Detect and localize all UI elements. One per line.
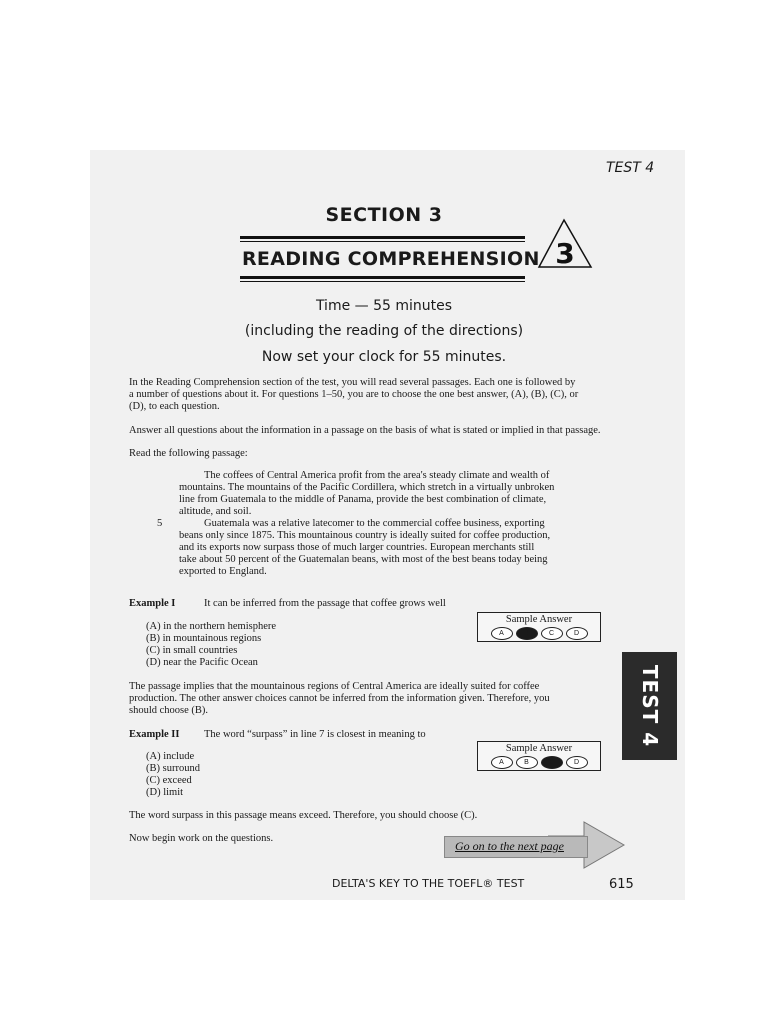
answer-bubble-a: A (491, 627, 513, 640)
directions-paragraph: In the Reading Comprehension section of the test, you will read several passages. Each one is followed by a number of questions about it. For questions 1–50, you are to choose the one best answer, (A), (B), (C), or (D), to each question. (129, 377, 579, 412)
directions-read-passage: Read the following passage: (129, 448, 248, 459)
example-1-question: It can be inferred from the passage that coffee grows well (204, 598, 446, 609)
title-rule-bottom-thin (240, 281, 525, 282)
go-on-next-page-button[interactable] (444, 836, 588, 858)
example-1-explanation: The passage implies that the mountainous regions of Central America are ideally suited for coffee production. The other answer choices cannot be inferred from the information given. Therefore, you should choose (B). (129, 681, 550, 716)
test-label: TEST 4 (606, 160, 655, 176)
example-1-choices: (A) in the northern hemisphere (B) in mountainous regions (C) in small countries (D) near the Pacific Ocean (146, 621, 277, 668)
test-side-tab: TEST 4 (622, 652, 677, 760)
title-rule-bottom (240, 276, 525, 279)
answer-bubble-a: A (491, 756, 513, 769)
title-rule-top (240, 236, 525, 239)
section-number: 3 (555, 237, 575, 270)
example-2-choices: (A) include (B) surround (C) exceed (D) limit (146, 751, 200, 798)
example-2-label: Example II (129, 729, 180, 740)
answer-bubble-c-selected: C (541, 756, 563, 769)
example-1-label: Example I (129, 598, 176, 609)
book-title: DELTA'S KEY TO THE TOEFL® TEST (332, 877, 525, 890)
clock-instruction: Now set your clock for 55 minutes. (261, 349, 507, 365)
time-note: (including the reading of the directions) (244, 323, 524, 339)
title-rule-top-thin (240, 241, 525, 242)
begin-instruction: Now begin work on the questions. (129, 833, 274, 844)
directions-stated-implied: Answer all questions about the information in a passage on the basis of what is stated or implied in that passage. (129, 425, 601, 436)
answer-bubble-d: D (566, 627, 588, 640)
section-title: SECTION 3 (325, 204, 443, 226)
passage: The coffees of Central America profit from the area's steady climate and wealth of mountains. The mountains of the Pacific Cordillera, which stretch in a virtually unbroken line from Guatemala to the middle of Panama, provide the best combination of climate, altitude, and soil. Guatemala was a relative latecomer to the commercial coffee business, exporting beans only since 1875. This mountainous country is ideally suited for coffee production, and its exports now surpass those of much larger countries. European merchants still take about 50 percent of the Guatemalan beans, with most of the best beans today being exported to England. (179, 470, 555, 577)
answer-bubble-b: B (516, 756, 538, 769)
go-on-label: Go on to the next page (455, 839, 564, 853)
reading-comprehension-title: READING COMPREHENSION (242, 248, 540, 270)
answer-bubble-b-selected: B (516, 627, 538, 640)
section-triangle-icon (537, 218, 595, 270)
time-limit: Time — 55 minutes (315, 298, 453, 314)
passage-line-number: 5 (157, 518, 163, 529)
sample-answer-box-2: Sample Answer A B C D (477, 741, 601, 771)
sample-answer-box-1: Sample Answer A B C D (477, 612, 601, 642)
answer-bubble-d: D (566, 756, 588, 769)
example-2-explanation: The word surpass in this passage means exceed. Therefore, you should choose (C). (129, 810, 478, 821)
example-2-question: The word “surpass” in line 7 is closest in meaning to (204, 729, 426, 740)
answer-bubble-c: C (541, 627, 563, 640)
page-number: 615 (609, 877, 634, 892)
